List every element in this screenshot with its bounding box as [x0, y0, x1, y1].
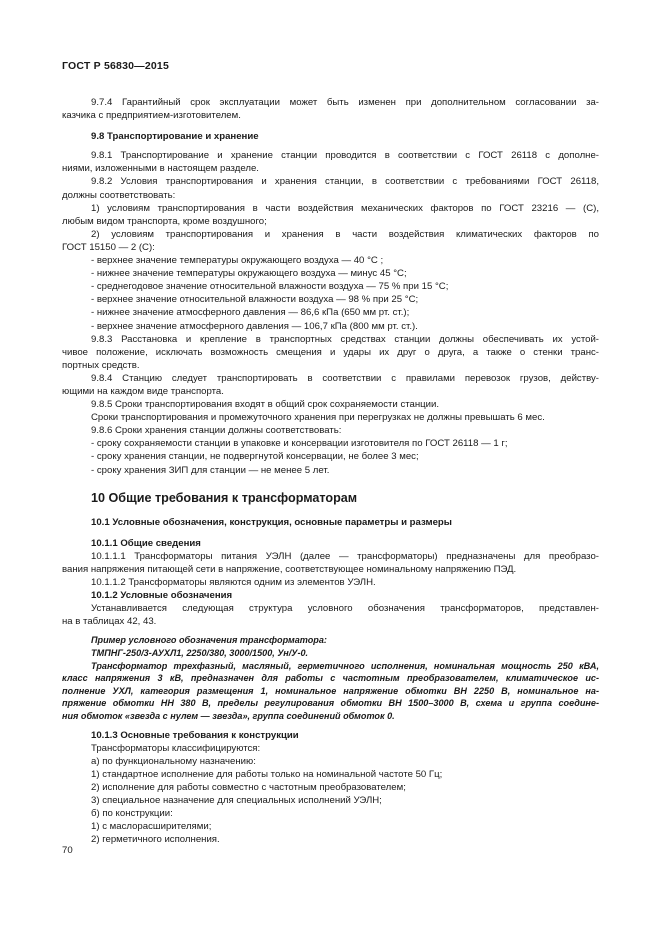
- paragraph-line: Сроки транспортирования и промежуточного хранения при перегрузках не должны превышать 6 мес.: [91, 412, 545, 424]
- paragraph-line: Трансформаторы классифицируются:: [91, 742, 261, 754]
- paragraph-line: ГОСТ 15150 — 2 (С):: [62, 241, 155, 253]
- list-item: - среднегодовое значение относительной влажности воздуха — 75 % при 15 °С;: [91, 281, 449, 293]
- paragraph-line: вания напряжения питающей сети в напряжение, соответствующее номинальному напряжению ПЭД.: [62, 563, 517, 575]
- list-item: - сроку сохраняемости станции в упаковке и консервации изготовителя по ГОСТ 26118 — 1 г;: [91, 438, 508, 450]
- subsection-heading-10-1-1: 10.1.1 Общие сведения: [91, 537, 201, 549]
- paragraph-line: 2) условиям транспортирования и хранения в части воздействия климатических факторов по: [91, 228, 599, 240]
- paragraph-line: 9.7.4 Гарантийный срок эксплуатации может быть изменен при дополнительном согласовании за-: [91, 97, 599, 108]
- example-line: ния обмоток «звезда с нулем — звезда», группа соединений обмоток 0.: [62, 710, 395, 721]
- paragraph-line: 9.8.4 Станцию следует транспортировать в соответствии с правилами перевозок грузов, действу-: [91, 372, 599, 384]
- list-item: - верхнее значение атмосферного давления — 106,7 кПа (800 мм рт. ст.).: [91, 320, 418, 332]
- list-item: 2) герметичного исполнения.: [91, 834, 220, 846]
- paragraph-line: 10.1.1.1 Трансформаторы питания УЭЛН (далее — трансформаторы) предназначены для преобразо-: [91, 550, 599, 562]
- list-item: - нижнее значение атмосферного давления — 86,6 кПа (650 мм рт. ст.);: [91, 307, 410, 319]
- subsection-heading-10-1-3: 10.1.3 Основные требования к конструкции: [91, 729, 299, 741]
- paragraph-line: 9.8.1 Транспортирование и хранение станции проводится в соответствии с ГОСТ 26118 с дополне-: [91, 150, 599, 162]
- paragraph-line: 9.8.6 Сроки хранения станции должны соответствовать:: [91, 425, 342, 437]
- paragraph-line: 9.8.5 Сроки транспортирования входят в общий срок сохраняемости станции.: [91, 399, 440, 411]
- list-item: 3) специальное назначение для специальных исполнений УЭЛН;: [91, 795, 382, 806]
- paragraph-line: должны соответствовать:: [62, 189, 176, 201]
- paragraph-line: любым видом транспорта, кроме воздушного;: [62, 215, 267, 227]
- list-item: - сроку хранения станции, не подвергнутой консервации, не более 3 мес;: [91, 451, 419, 463]
- list-item: 2) исполнение для работы совместно с частотным преобразователем;: [91, 781, 406, 793]
- list-item: - верхнее значение относительной влажности воздуха — 98 % при 25 °С;: [91, 294, 419, 306]
- example-code: ТМПНГ-250/3-АУХЛ1, 2250/380, 3000/1500, Ун/У-0.: [91, 647, 309, 658]
- list-item: а) по функциональному назначению:: [91, 755, 256, 767]
- section-heading-9-8: 9.8 Транспортирование и хранение: [91, 131, 259, 143]
- example-line: полнение УХЛ, категория размещения 1, номинальное напряжение обмотки ВН 2250 В, номинальное на-: [62, 685, 599, 696]
- example-block: [62, 634, 599, 722]
- example-line: Трансформатор трехфазный, масляный, герметичного исполнения, номинальная мощность 250 кВА,: [91, 660, 599, 671]
- paragraph-line: Устанавливается следующая структура условного обозначения трансформаторов, представлен-: [91, 603, 599, 615]
- page-number: 70: [62, 845, 73, 856]
- section-heading-10: 10 Общие требования к трансформаторам: [91, 490, 358, 505]
- example-title: Пример условного обозначения трансформатора:: [91, 635, 327, 646]
- example-line: класс напряжения 3 кВ, предназначен для работы с частотным преобразователем, климатическое ис-: [62, 673, 599, 684]
- list-item: - сроку хранения ЗИП для станции — не менее 5 лет.: [91, 464, 330, 476]
- list-item: - верхнее значение температуры окружающего воздуха — 40 °С ;: [91, 255, 384, 267]
- list-item: - нижнее значение температуры окружающего воздуха — минус 45 °С;: [91, 268, 407, 280]
- document-header: ГОСТ Р 56830—2015: [62, 60, 170, 72]
- list-item: 1) с маслорасширителями;: [91, 821, 212, 833]
- subsection-heading-10-1: 10.1 Условные обозначения, конструкция, основные параметры и размеры: [91, 516, 452, 528]
- paragraph-line: ющими на каждом виде транспорта.: [62, 385, 224, 397]
- paragraph-line: 9.8.3 Расстановка и крепление в транспортных средствах станции должны обеспечивать их устой-: [91, 333, 599, 345]
- document-body: [62, 96, 599, 846]
- paragraph-line: 9.8.2 Условия транспортирования и хранения станции, в соответствии с требованиями ГОСТ 26118,: [91, 176, 599, 188]
- paragraph-line: 1) условиям транспортирования в части воздействия механических факторов по ГОСТ 23216 — (С),: [91, 202, 599, 214]
- paragraph-line: чивое положение, исключать возможность смещения и удары их друг о друга, а также о стенки транс-: [62, 346, 599, 358]
- paragraph-line: казчика с предприятием-изготовителем.: [62, 110, 241, 122]
- paragraph-line: ниями, изложенными в настоящем разделе.: [62, 163, 259, 175]
- paragraph-line: портных средств.: [62, 359, 140, 371]
- paragraph-line: 10.1.1.2 Трансформаторы являются одним из элементов УЭЛН.: [91, 577, 376, 588]
- list-item: 1) стандартное исполнение для работы только на номинальной частоте 50 Гц;: [91, 768, 443, 780]
- list-item: б) по конструкции:: [91, 808, 173, 820]
- example-line: пряжение обмотки НН 380 В, пределы регулирования обмотки ВН 1500–3000 В, схема и группа соедине-: [62, 698, 599, 709]
- subsection-heading-10-1-2: 10.1.2 Условные обозначения: [91, 590, 233, 602]
- paragraph-line: на в таблицах 42, 43.: [62, 616, 157, 628]
